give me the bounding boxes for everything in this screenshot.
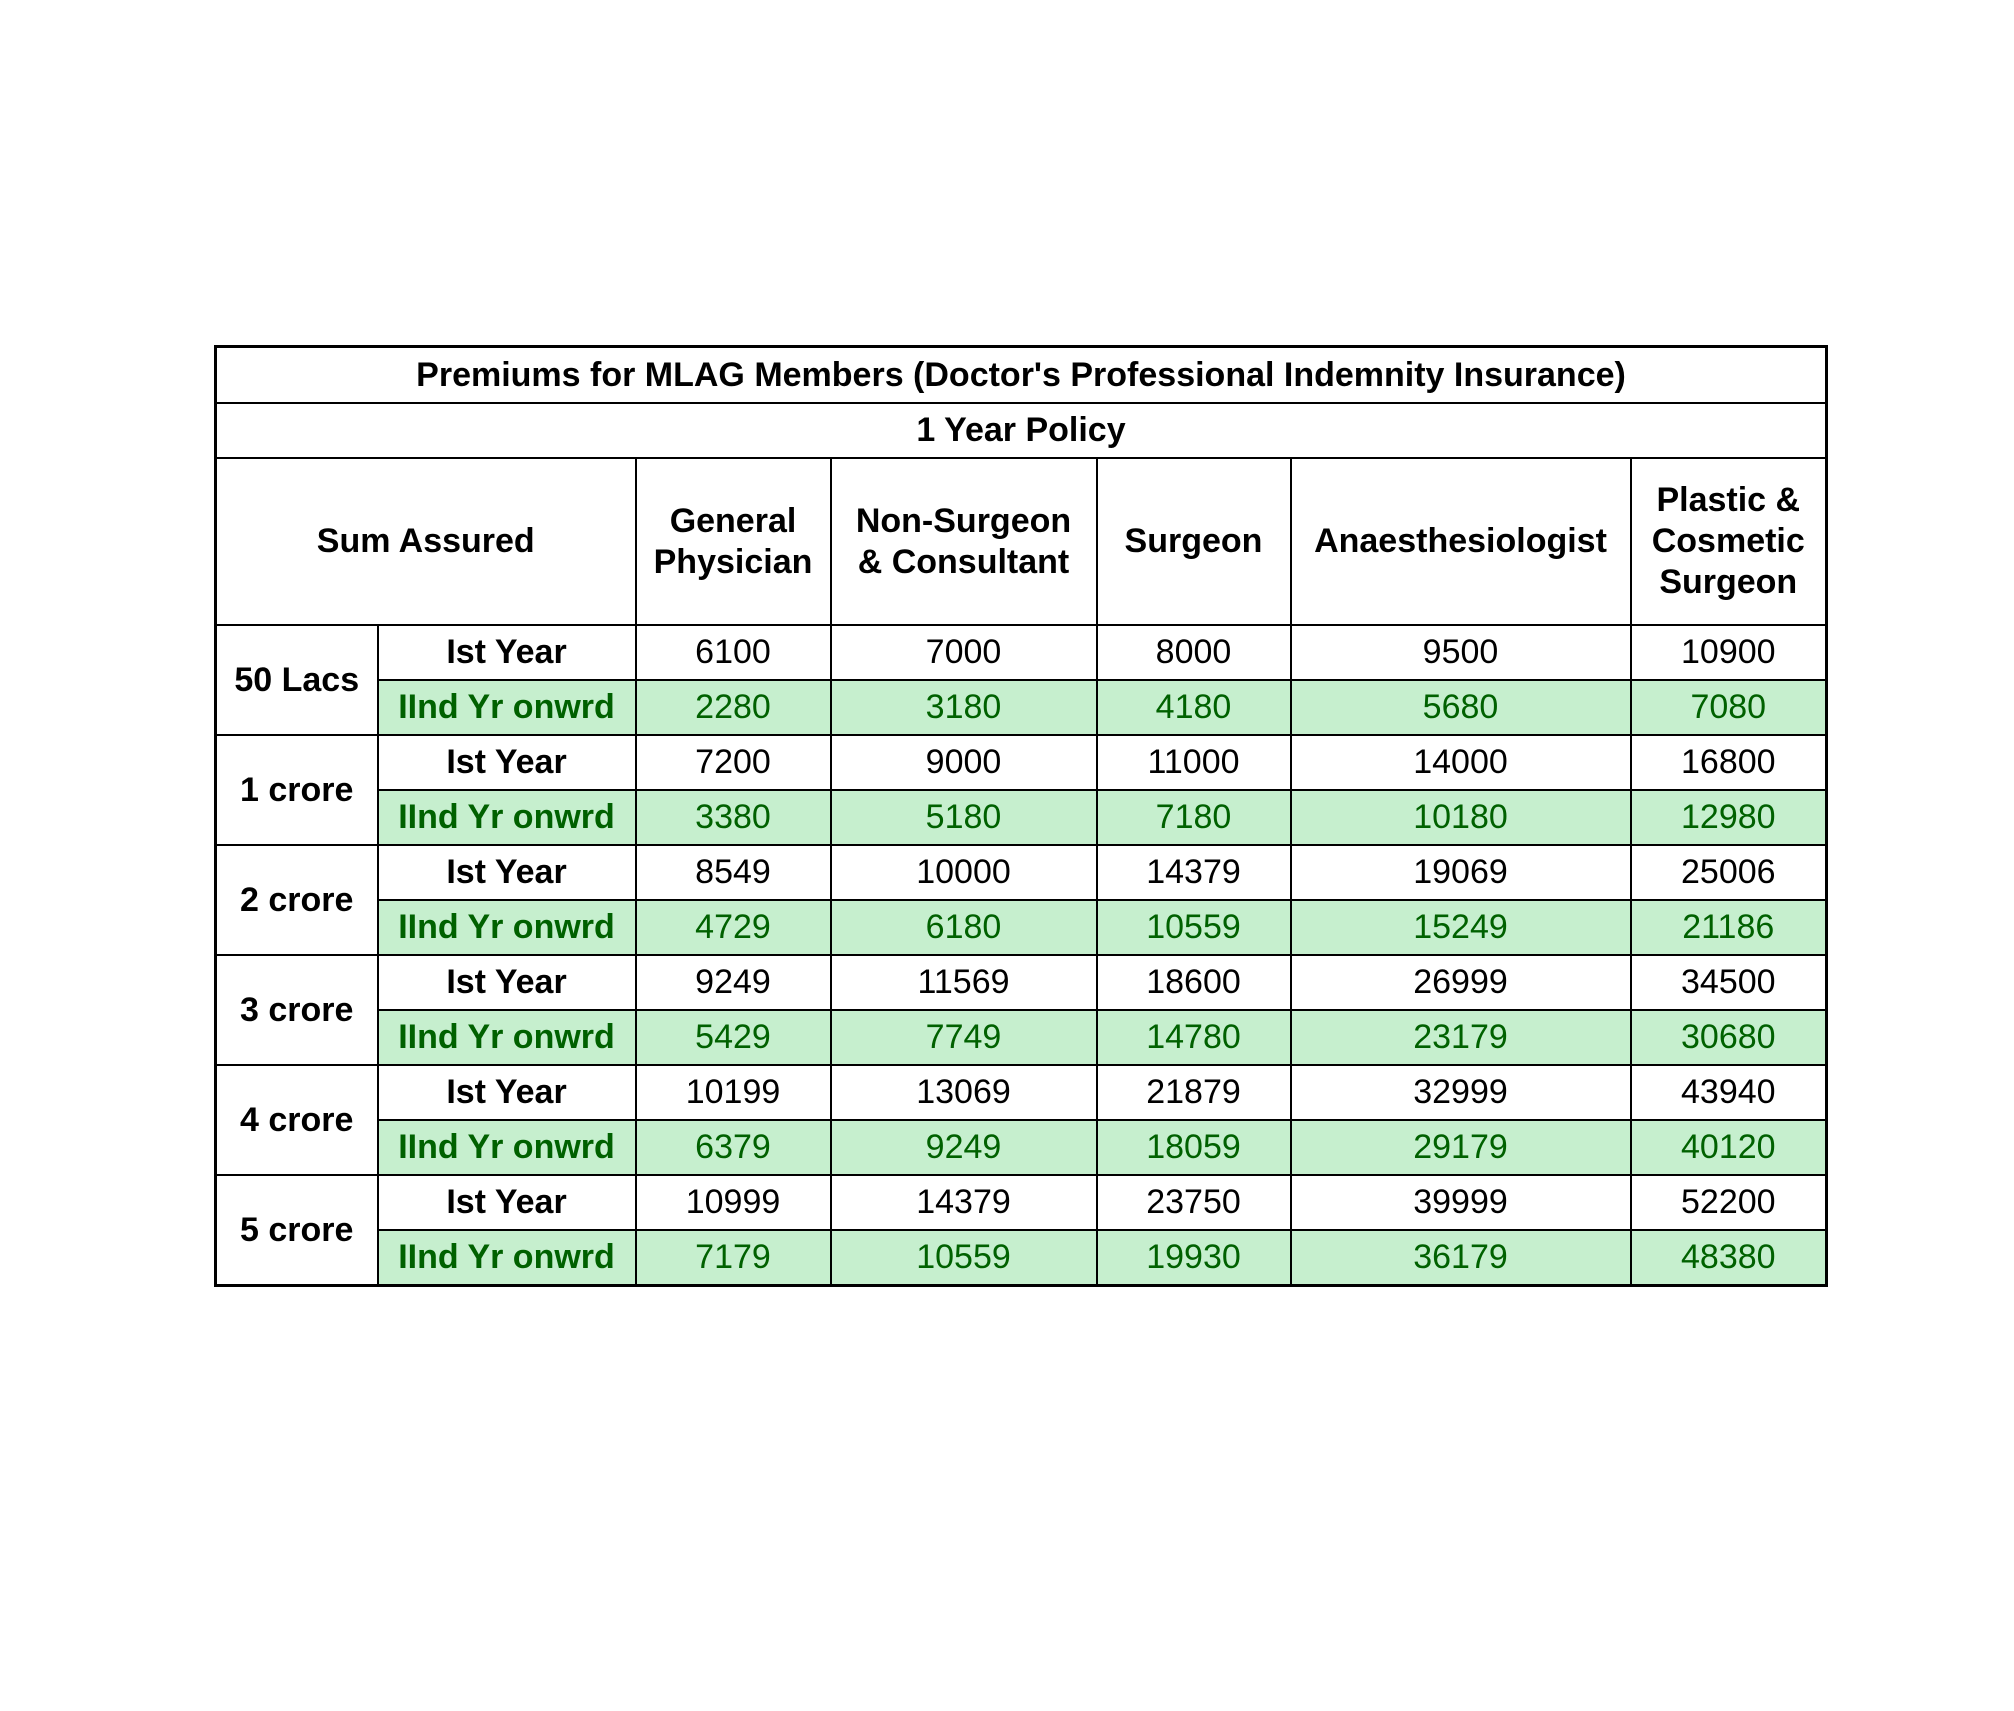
table-row (216, 1010, 1827, 1065)
table-row (216, 735, 1827, 790)
premium-cell: 32999 (1291, 1065, 1631, 1120)
premium-cell: 5180 (831, 790, 1097, 845)
table-row (216, 845, 1827, 900)
column-header-line: Surgeon (1124, 522, 1263, 561)
premium-cell: 7749 (831, 1010, 1097, 1065)
premium-cell: 23750 (1097, 1175, 1291, 1230)
premium-cell: 15249 (1291, 900, 1631, 955)
column-header-line: & Consultant (857, 542, 1070, 581)
row-label: IInd Yr onwrd (378, 1230, 636, 1286)
premium-cell: 34500 (1631, 955, 1827, 1010)
table-row (216, 1065, 1827, 1120)
premium-cell: 3380 (636, 790, 831, 845)
table-row (216, 790, 1827, 845)
premium-cell: 19069 (1291, 845, 1631, 900)
premium-cell: 9000 (831, 735, 1097, 790)
column-header-line: Surgeon (1659, 562, 1798, 601)
premium-cell: 10559 (831, 1230, 1097, 1286)
table-row (216, 1120, 1827, 1175)
policy-term: 1 Year Policy (216, 403, 1827, 458)
sum-assured-header: Sum Assured (216, 458, 636, 625)
premium-cell: 3180 (831, 680, 1097, 735)
column-header-line: Anaesthesiologist (1314, 522, 1607, 561)
premium-cell: 18600 (1097, 955, 1291, 1010)
premium-cell: 9249 (831, 1120, 1097, 1175)
premium-cell: 48380 (1631, 1230, 1827, 1286)
row-label: Ist Year (378, 845, 636, 900)
premium-cell: 29179 (1291, 1120, 1631, 1175)
premium-cell: 7180 (1097, 790, 1291, 845)
premium-cell: 16800 (1631, 735, 1827, 790)
premium-cell: 8549 (636, 845, 831, 900)
premium-cell: 7000 (831, 625, 1097, 680)
premium-cell: 5680 (1291, 680, 1631, 735)
column-header-line: Cosmetic (1651, 522, 1805, 561)
row-label: Ist Year (378, 625, 636, 680)
premium-cell: 18059 (1097, 1120, 1291, 1175)
row-label: Ist Year (378, 1175, 636, 1230)
premium-cell: 6379 (636, 1120, 831, 1175)
table-title: Premiums for MLAG Members (Doctor's Professional Indemnity Insurance) (216, 347, 1827, 404)
table-row (216, 955, 1827, 1010)
premium-cell: 11569 (831, 955, 1097, 1010)
premium-cell: 6100 (636, 625, 831, 680)
row-label: IInd Yr onwrd (378, 680, 636, 735)
premium-cell: 5429 (636, 1010, 831, 1065)
premium-cell: 10000 (831, 845, 1097, 900)
column-header (1097, 458, 1291, 625)
premium-cell: 36179 (1291, 1230, 1631, 1286)
table-row (216, 1175, 1827, 1230)
sum-assured-cell: 3 crore (216, 955, 378, 1065)
premium-cell: 6180 (831, 900, 1097, 955)
premium-cell: 10199 (636, 1065, 831, 1120)
premium-cell: 26999 (1291, 955, 1631, 1010)
premium-cell: 7080 (1631, 680, 1827, 735)
row-label: Ist Year (378, 735, 636, 790)
premium-cell: 25006 (1631, 845, 1827, 900)
row-label: IInd Yr onwrd (378, 790, 636, 845)
table-row (216, 625, 1827, 680)
premium-cell: 9249 (636, 955, 831, 1010)
premium-cell: 23179 (1291, 1010, 1631, 1065)
column-header (1291, 458, 1631, 625)
premium-cell: 2280 (636, 680, 831, 735)
row-label: Ist Year (378, 1065, 636, 1120)
premium-cell: 10999 (636, 1175, 831, 1230)
sum-assured-cell: 2 crore (216, 845, 378, 955)
sum-assured-cell: 1 crore (216, 735, 378, 845)
premium-cell: 14379 (831, 1175, 1097, 1230)
column-header-line: Physician (653, 542, 813, 581)
row-label: IInd Yr onwrd (378, 1120, 636, 1175)
premium-cell: 43940 (1631, 1065, 1827, 1120)
sum-assured-cell: 5 crore (216, 1175, 378, 1286)
row-label: IInd Yr onwrd (378, 1010, 636, 1065)
premium-cell: 52200 (1631, 1175, 1827, 1230)
premium-cell: 14379 (1097, 845, 1291, 900)
premium-table (214, 345, 1828, 1287)
column-header-line: Non-Surgeon (855, 501, 1072, 540)
premium-cell: 19930 (1097, 1230, 1291, 1286)
premium-cell: 14780 (1097, 1010, 1291, 1065)
column-header (831, 458, 1097, 625)
column-header (1631, 458, 1827, 625)
row-label: IInd Yr onwrd (378, 900, 636, 955)
column-header-line: Plastic & (1656, 481, 1801, 520)
premium-cell: 4729 (636, 900, 831, 955)
premium-cell: 8000 (1097, 625, 1291, 680)
premium-cell: 21879 (1097, 1065, 1291, 1120)
premium-cell: 7200 (636, 735, 831, 790)
premium-cell: 30680 (1631, 1010, 1827, 1065)
premium-cell: 4180 (1097, 680, 1291, 735)
sum-assured-cell: 50 Lacs (216, 625, 378, 735)
premium-cell: 11000 (1097, 735, 1291, 790)
table-row (216, 680, 1827, 735)
premium-cell: 10180 (1291, 790, 1631, 845)
table-row (216, 1230, 1827, 1286)
premium-cell: 9500 (1291, 625, 1631, 680)
row-label: Ist Year (378, 955, 636, 1010)
sum-assured-cell: 4 crore (216, 1065, 378, 1175)
column-header-line: General (669, 501, 797, 540)
premium-cell: 13069 (831, 1065, 1097, 1120)
table-row (216, 900, 1827, 955)
premium-cell: 10559 (1097, 900, 1291, 955)
premium-cell: 39999 (1291, 1175, 1631, 1230)
premium-cell: 21186 (1631, 900, 1827, 955)
premium-cell: 14000 (1291, 735, 1631, 790)
premium-cell: 40120 (1631, 1120, 1827, 1175)
premium-cell: 10900 (1631, 625, 1827, 680)
premium-cell: 7179 (636, 1230, 831, 1286)
premium-cell: 12980 (1631, 790, 1827, 845)
column-header (636, 458, 831, 625)
